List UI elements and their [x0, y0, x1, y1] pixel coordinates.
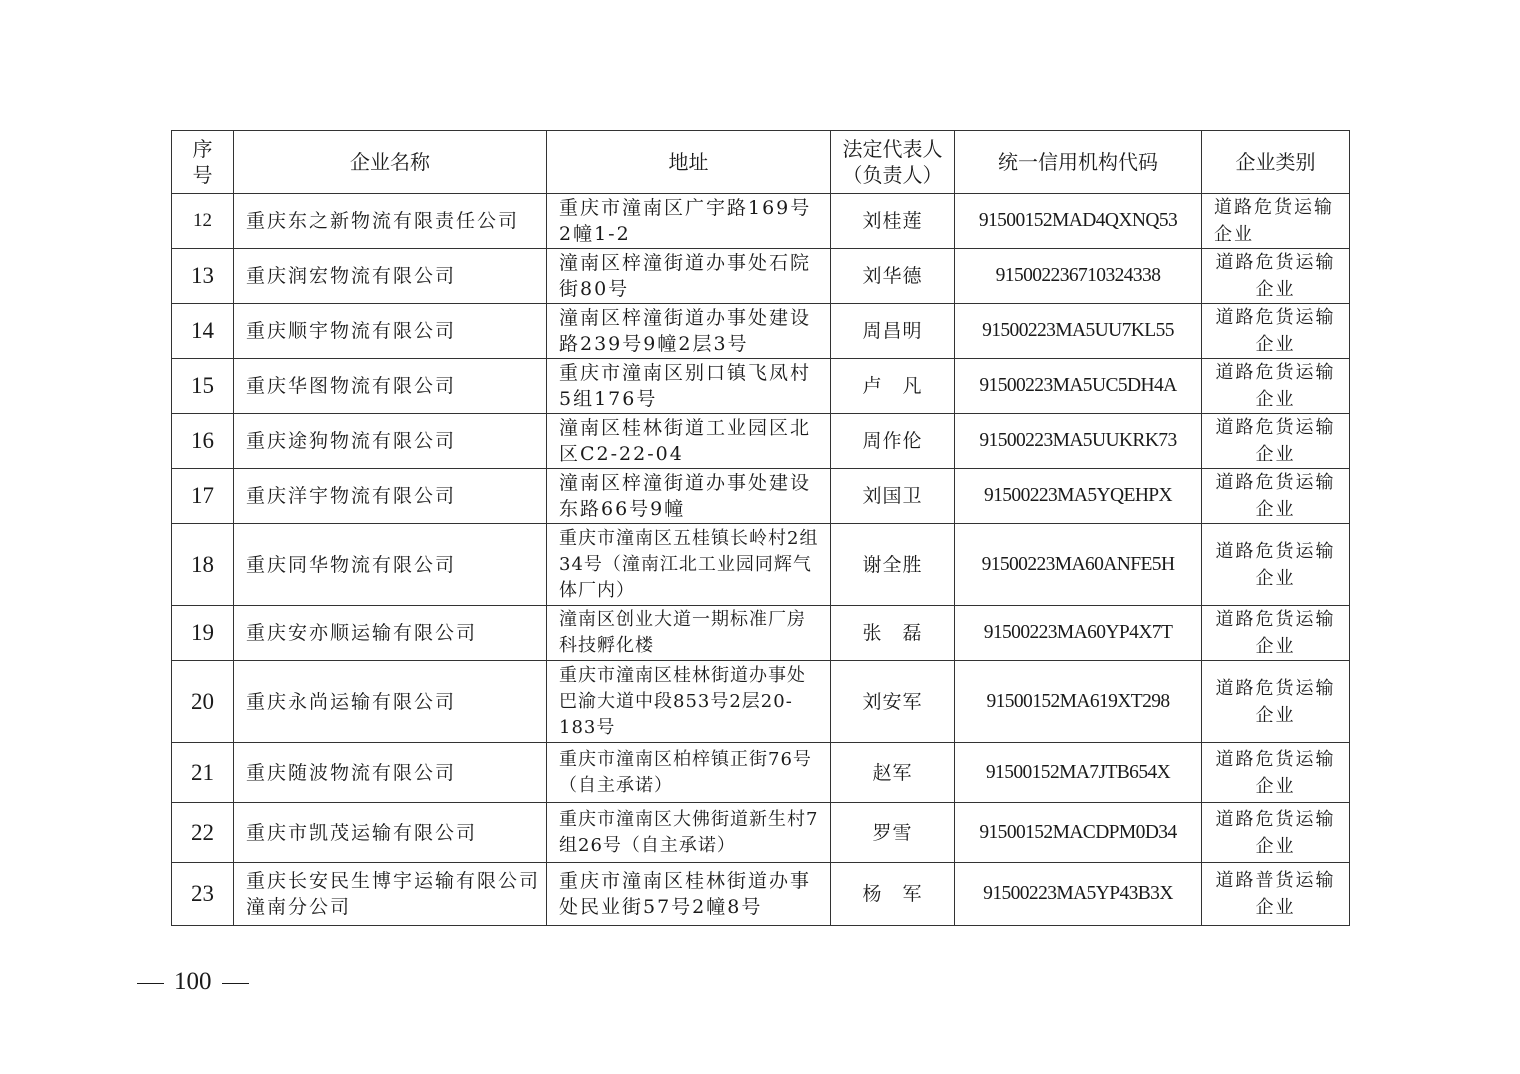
cell-code: 91500223MA5UC5DH4A [955, 359, 1202, 414]
cell-address: 重庆市潼南区广宇路169号2幢1-2 [547, 194, 831, 249]
cell-code: 91500152MA7JTB654X [955, 743, 1202, 803]
cell-category: 道路危货运输企业 [1202, 743, 1350, 803]
cell-name: 重庆长安民生博宇运输有限公司潼南分公司 [234, 863, 547, 926]
cell-code: 91500223MA5YP43B3X [955, 863, 1202, 926]
cell-name: 重庆永尚运输有限公司 [234, 661, 547, 743]
cell-rep: 张 磊 [831, 606, 955, 661]
cell-rep: 刘国卫 [831, 469, 955, 524]
page-number-left-dash [137, 983, 164, 985]
cell-category: 道路危货运输企业 [1202, 661, 1350, 743]
cell-code: 91500223MA5UU7KL55 [955, 304, 1202, 359]
cell-code: 91500152MA619XT298 [955, 661, 1202, 743]
cell-name: 重庆顺宇物流有限公司 [234, 304, 547, 359]
cell-name: 重庆润宏物流有限公司 [234, 249, 547, 304]
cell-code: 91500223MA60ANFE5H [955, 524, 1202, 606]
table-header-row [172, 131, 1350, 194]
cell-name: 重庆同华物流有限公司 [234, 524, 547, 606]
cell-category: 道路危货运输企业 [1202, 469, 1350, 524]
enterprise-table-container [171, 130, 1349, 926]
header-rep-line1: 法定代表人 [842, 137, 943, 161]
header-code: 统一信用机构代码 [955, 131, 1202, 194]
cell-seq: 20 [172, 661, 234, 743]
cell-address: 重庆市潼南区桂林街道办事处巴渝大道中段853号2层20-183号 [547, 661, 831, 743]
cell-address: 重庆市潼南区五桂镇长岭村2组34号（潼南江北工业园同辉气体厂内） [547, 524, 831, 606]
cell-code: 91500223MA60YP4X7T [955, 606, 1202, 661]
cell-name: 重庆市凯茂运输有限公司 [234, 803, 547, 863]
table-row [172, 803, 1350, 863]
cell-rep: 周作伦 [831, 414, 955, 469]
cell-seq: 22 [172, 803, 234, 863]
table-row [172, 304, 1350, 359]
enterprise-table [171, 130, 1350, 926]
cell-category: 道路危货运输企业 [1202, 194, 1350, 249]
header-rep-line2: （负责人） [842, 163, 943, 187]
cell-address: 潼南区桂林街道工业园区北区C2-22-04 [547, 414, 831, 469]
cell-seq: 21 [172, 743, 234, 803]
cell-address: 潼南区梓潼街道办事处建设路239号9幢2层3号 [547, 304, 831, 359]
cell-seq: 18 [172, 524, 234, 606]
table-row [172, 469, 1350, 524]
table-row [172, 359, 1350, 414]
page-number-right-dash [222, 983, 249, 985]
cell-address: 潼南区创业大道一期标准厂房科技孵化楼 [547, 606, 831, 661]
cell-seq: 12 [172, 194, 234, 249]
cell-name: 重庆华图物流有限公司 [234, 359, 547, 414]
cell-address: 潼南区梓潼街道办事处建设东路66号9幢 [547, 469, 831, 524]
table-row [172, 194, 1350, 249]
table-row [172, 606, 1350, 661]
cell-code: 91500223MA5YQEHPX [955, 469, 1202, 524]
cell-rep: 卢 凡 [831, 359, 955, 414]
header-seq [172, 131, 234, 194]
cell-rep: 罗雪 [831, 803, 955, 863]
cell-category: 道路危货运输企业 [1202, 249, 1350, 304]
cell-address: 重庆市潼南区柏梓镇正街76号（自主承诺） [547, 743, 831, 803]
cell-name: 重庆途狗物流有限公司 [234, 414, 547, 469]
cell-address: 重庆市潼南区别口镇飞凤村5组176号 [547, 359, 831, 414]
header-seq-label: 序号 [192, 137, 213, 187]
cell-seq: 13 [172, 249, 234, 304]
cell-seq: 19 [172, 606, 234, 661]
header-category: 企业类别 [1202, 131, 1350, 194]
cell-seq: 15 [172, 359, 234, 414]
cell-code: 91500152MACDPM0D34 [955, 803, 1202, 863]
table-row [172, 661, 1350, 743]
header-address: 地址 [547, 131, 831, 194]
cell-rep: 赵军 [831, 743, 955, 803]
cell-category: 道路普货运输企业 [1202, 863, 1350, 926]
table-row [172, 249, 1350, 304]
page-number-value: 100 [174, 968, 212, 995]
table-row [172, 863, 1350, 926]
cell-category: 道路危货运输企业 [1202, 524, 1350, 606]
cell-seq: 16 [172, 414, 234, 469]
header-rep [831, 131, 955, 194]
cell-rep: 周昌明 [831, 304, 955, 359]
cell-seq: 14 [172, 304, 234, 359]
cell-rep: 刘桂莲 [831, 194, 955, 249]
cell-category: 道路危货运输企业 [1202, 414, 1350, 469]
cell-address: 重庆市潼南区桂林街道办事处民业街57号2幢8号 [547, 863, 831, 926]
cell-seq: 17 [172, 469, 234, 524]
cell-address: 重庆市潼南区大佛街道新生村7组26号（自主承诺） [547, 803, 831, 863]
cell-name: 重庆东之新物流有限责任公司 [234, 194, 547, 249]
cell-name: 重庆洋宇物流有限公司 [234, 469, 547, 524]
cell-address: 潼南区梓潼街道办事处石院街80号 [547, 249, 831, 304]
cell-name: 重庆安亦顺运输有限公司 [234, 606, 547, 661]
cell-seq: 23 [172, 863, 234, 926]
page-number [127, 968, 259, 996]
cell-code: 91500152MAD4QXNQ53 [955, 194, 1202, 249]
cell-category: 道路危货运输企业 [1202, 803, 1350, 863]
cell-name: 重庆随波物流有限公司 [234, 743, 547, 803]
cell-rep: 刘安军 [831, 661, 955, 743]
table-row [172, 414, 1350, 469]
cell-rep: 杨 军 [831, 863, 955, 926]
cell-rep: 谢全胜 [831, 524, 955, 606]
cell-code: 91500223MA5UUKRK73 [955, 414, 1202, 469]
cell-rep: 刘华德 [831, 249, 955, 304]
cell-category: 道路危货运输企业 [1202, 606, 1350, 661]
header-name: 企业名称 [234, 131, 547, 194]
cell-category: 道路危货运输企业 [1202, 359, 1350, 414]
cell-category: 道路危货运输企业 [1202, 304, 1350, 359]
cell-code: 915002236710324338 [955, 249, 1202, 304]
table-row [172, 524, 1350, 606]
table-row [172, 743, 1350, 803]
